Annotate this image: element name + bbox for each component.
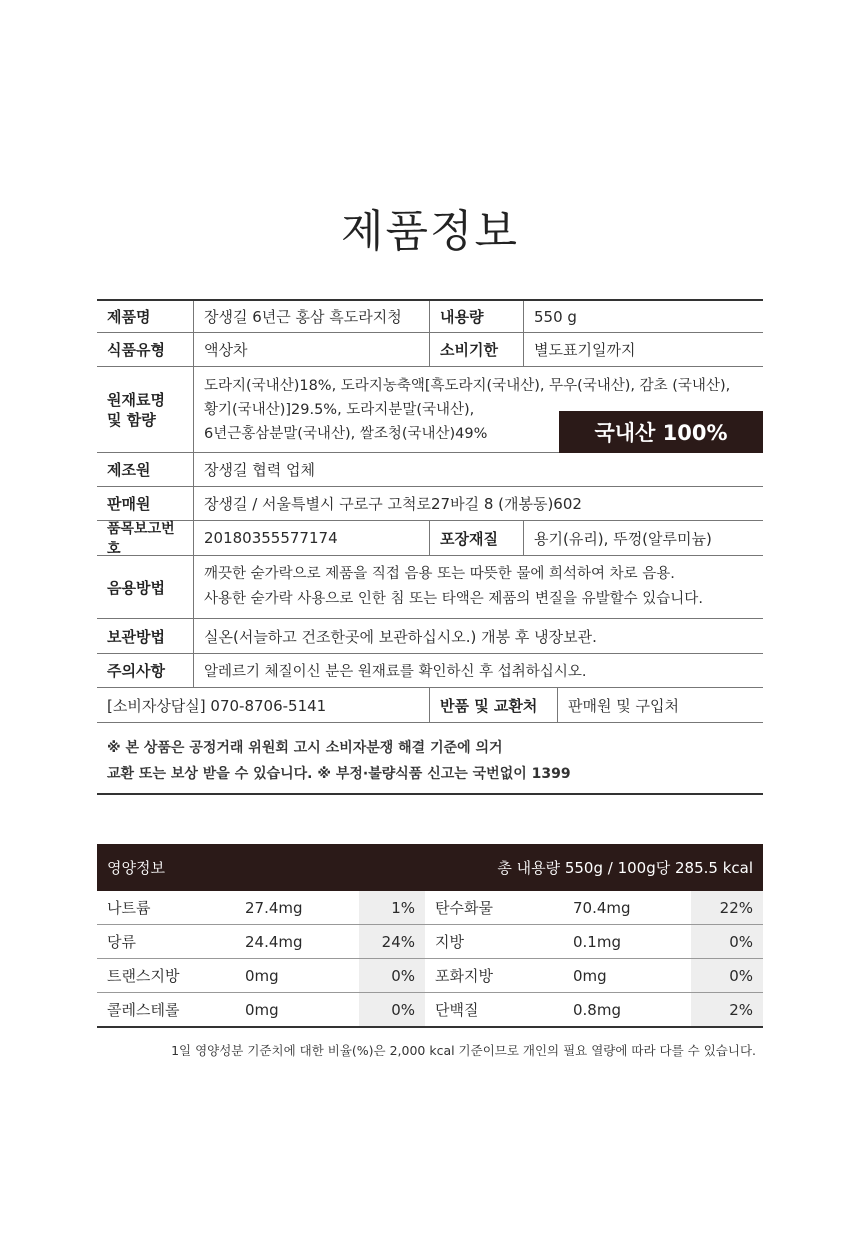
returns-value: 판매원 및 구입처 — [557, 688, 763, 722]
caution-value: 알레르기 체질이신 분은 원재료를 확인하신 후 섭취하십시오. — [193, 654, 763, 687]
nutrient-name: 지방 — [435, 933, 464, 951]
row-usage — [97, 556, 763, 619]
row-report-number — [97, 521, 763, 556]
notice-line2: 교환 또는 보상 받을 수 있습니다. ※ 부정·불량식품 신고는 국번없이 1399 — [107, 766, 571, 782]
product-name-label: 제품명 — [107, 308, 151, 326]
usage-value — [193, 556, 763, 618]
expiry-value: 별도표기일까지 — [523, 333, 763, 366]
storage-label: 보관방법 — [107, 627, 165, 646]
nutrient-percent: 24% — [359, 925, 425, 958]
nutrition-row — [97, 959, 763, 993]
page-title: 제품정보 — [340, 206, 519, 257]
row-food-type — [97, 333, 763, 367]
ingredients-line1: 도라지(국내산)18%, 도라지농축액[흑도라지(국내산), 무우(국내산), 감초 (국내산), — [204, 377, 731, 394]
packaging-label: 포장재질 — [429, 521, 523, 555]
storage-value: 실온(서늘하고 건조한곳에 보관하십시오.) 개봉 후 냉장보관. — [193, 619, 763, 653]
origin-badge: 국내산 100% — [559, 411, 763, 453]
returns-label: 반품 및 교환처 — [429, 688, 557, 722]
product-info-table — [97, 299, 763, 723]
notice-box — [97, 727, 763, 795]
manufacturer-value: 장생길 협력 업체 — [193, 453, 763, 486]
food-type-label: 식품유형 — [107, 341, 165, 359]
nutrient-name: 나트륨 — [107, 899, 151, 917]
nutrient-amount: 0.1mg — [573, 932, 621, 951]
row-caution — [97, 654, 763, 688]
nutrient-name: 단백질 — [435, 1001, 479, 1019]
caution-label: 주의사항 — [107, 662, 165, 680]
nutrient-name: 탄수화물 — [435, 899, 493, 917]
nutrient-percent: 0% — [359, 993, 425, 1026]
consumer-center: [소비자상담실] 070-8706-5141 — [107, 696, 327, 715]
row-manufacturer — [97, 453, 763, 487]
nutrient-percent: 0% — [359, 959, 425, 992]
notice-line1: ※ 본 상품은 공정거래 위원회 고시 소비자분쟁 해결 기준에 의거 — [107, 740, 503, 756]
nutrition-title: 영양정보 — [107, 859, 165, 877]
nutrient-percent: 2% — [691, 993, 763, 1026]
nutrient-percent: 22% — [691, 891, 763, 924]
ingredients-label-line1: 원재료명 — [107, 390, 165, 409]
nutrient-amount: 24.4mg — [245, 932, 303, 951]
report-number-label: 품목보고번호 — [107, 521, 175, 557]
expiry-label: 소비기한 — [429, 333, 523, 366]
nutrition-table — [97, 891, 763, 1028]
row-seller — [97, 487, 763, 521]
volume-value: 550 g — [523, 301, 763, 332]
usage-line1: 깨끗한 숟가락으로 제품을 직접 음용 또는 따뜻한 물에 희석하여 차로 음용. — [204, 566, 675, 582]
nutrient-percent: 1% — [359, 891, 425, 924]
nutrient-name: 포화지방 — [435, 967, 493, 985]
usage-line2: 사용한 숟가락 사용으로 인한 침 또는 타액은 제품의 변질을 유발할수 있습니다. — [204, 591, 703, 607]
row-consumer-center — [97, 688, 763, 723]
row-storage — [97, 619, 763, 654]
ingredients-line3: 6년근홍삼분말(국내산), 쌀조청(국내산)49% — [204, 425, 488, 442]
nutrition-footnote: 1일 영양성분 기준치에 대한 비율(%)은 2,000 kcal 기준이므로 개인의 필요 열량에 따라 다를 수 있습니다. — [171, 1043, 756, 1058]
nutrition-row — [97, 925, 763, 959]
nutrient-name: 당류 — [107, 933, 136, 951]
seller-value: 장생길 / 서울특별시 구로구 고척로27바길 8 (개봉동)602 — [193, 487, 763, 520]
usage-label: 음용방법 — [107, 578, 165, 597]
nutrient-amount: 0.8mg — [573, 1000, 621, 1019]
food-type-value: 액상차 — [193, 333, 429, 366]
nutrition-row — [97, 993, 763, 1026]
ingredients-label — [97, 367, 193, 452]
ingredients-label-line2: 및 함량 — [107, 410, 156, 429]
nutrient-name: 콜레스테롤 — [107, 1001, 180, 1019]
nutrition-row — [97, 891, 763, 925]
seller-label: 판매원 — [107, 495, 151, 513]
nutrient-amount: 0mg — [245, 1000, 279, 1019]
report-number-value: 20180355577174 — [193, 521, 429, 555]
nutrient-percent: 0% — [691, 925, 763, 958]
nutrition-header — [97, 844, 763, 891]
nutrition-total: 총 내용량 550g / 100g당 285.5 kcal — [497, 859, 753, 877]
nutrient-name: 트랜스지방 — [107, 967, 180, 985]
nutrient-percent: 0% — [691, 959, 763, 992]
nutrient-amount: 27.4mg — [245, 898, 303, 917]
ingredients-line2: 황기(국내산)]29.5%, 도라지분말(국내산), — [204, 401, 475, 418]
volume-label: 내용량 — [429, 301, 523, 332]
row-product-name — [97, 299, 763, 333]
nutrient-amount: 0mg — [245, 966, 279, 985]
product-name-value: 장생길 6년근 홍삼 흑도라지청 — [193, 301, 429, 332]
nutrient-amount: 0mg — [573, 966, 607, 985]
manufacturer-label: 제조원 — [107, 461, 151, 479]
nutrient-amount: 70.4mg — [573, 898, 631, 917]
packaging-value: 용기(유리), 뚜껑(알루미늄) — [523, 521, 763, 555]
